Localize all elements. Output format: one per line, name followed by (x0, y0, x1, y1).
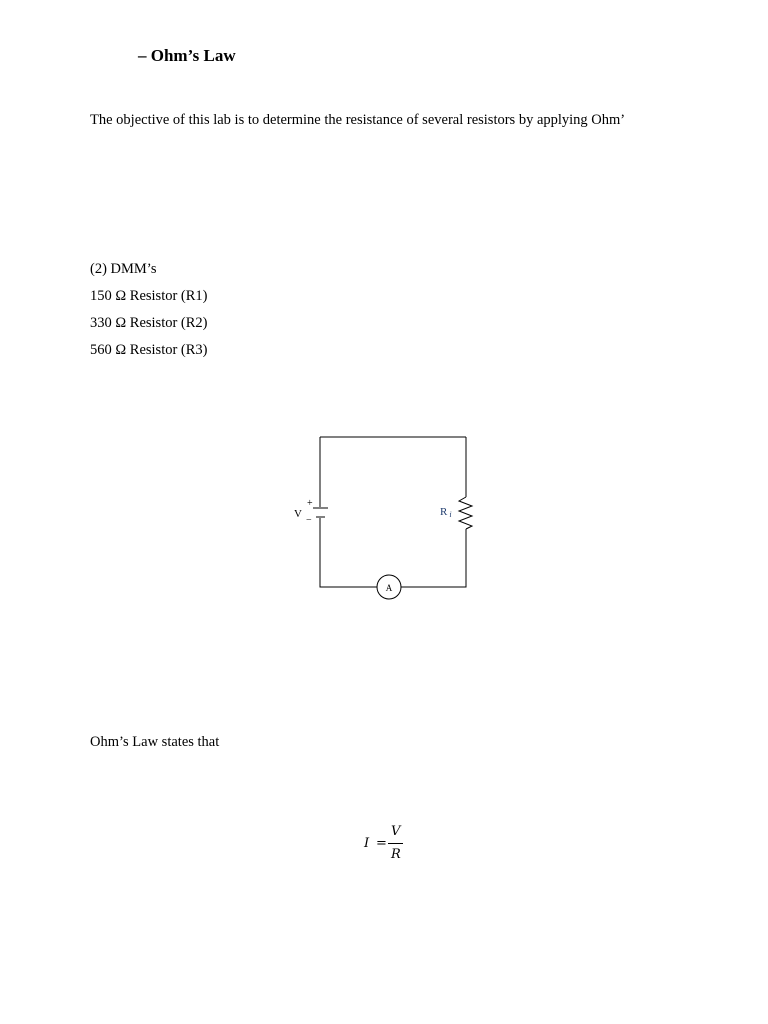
circuit-diagram (270, 420, 500, 610)
materials-item-r1: 150 Ω Resistor (R1) (90, 288, 208, 304)
resistor-label (440, 506, 452, 519)
resistor-zigzag (459, 497, 472, 529)
wire-left-bottom (320, 518, 377, 587)
page-title: – Ohm’s Law (138, 46, 236, 65)
equation-fraction-bar (388, 843, 403, 844)
voltage-label: V (294, 508, 302, 520)
ohms-law-equation (360, 822, 420, 866)
equation-current: I (364, 836, 370, 851)
materials-item-r3: 560 Ω Resistor (R3) (90, 342, 208, 358)
wire-right-bottom (401, 529, 466, 587)
battery-plus-sign: + (307, 498, 313, 509)
resistor-label-subscript: i (449, 510, 452, 519)
resistor-label-main: R (440, 506, 448, 518)
equation-equals: = (376, 836, 387, 851)
materials-list (90, 259, 208, 367)
objective-text: The objective of this lab is to determine the resistance of several resistors by applying Ohm’ (90, 112, 626, 128)
materials-item-r2: 330 Ω Resistor (R2) (90, 315, 208, 331)
battery-minus-sign: − (306, 515, 312, 526)
equation-numerator: V (391, 824, 401, 839)
ammeter-label: A (385, 583, 393, 593)
ohms-law-statement: Ohm’s Law states that (90, 734, 220, 750)
materials-item-dmm: (2) DMM’s (90, 261, 157, 277)
equation-denominator: R (391, 847, 401, 862)
